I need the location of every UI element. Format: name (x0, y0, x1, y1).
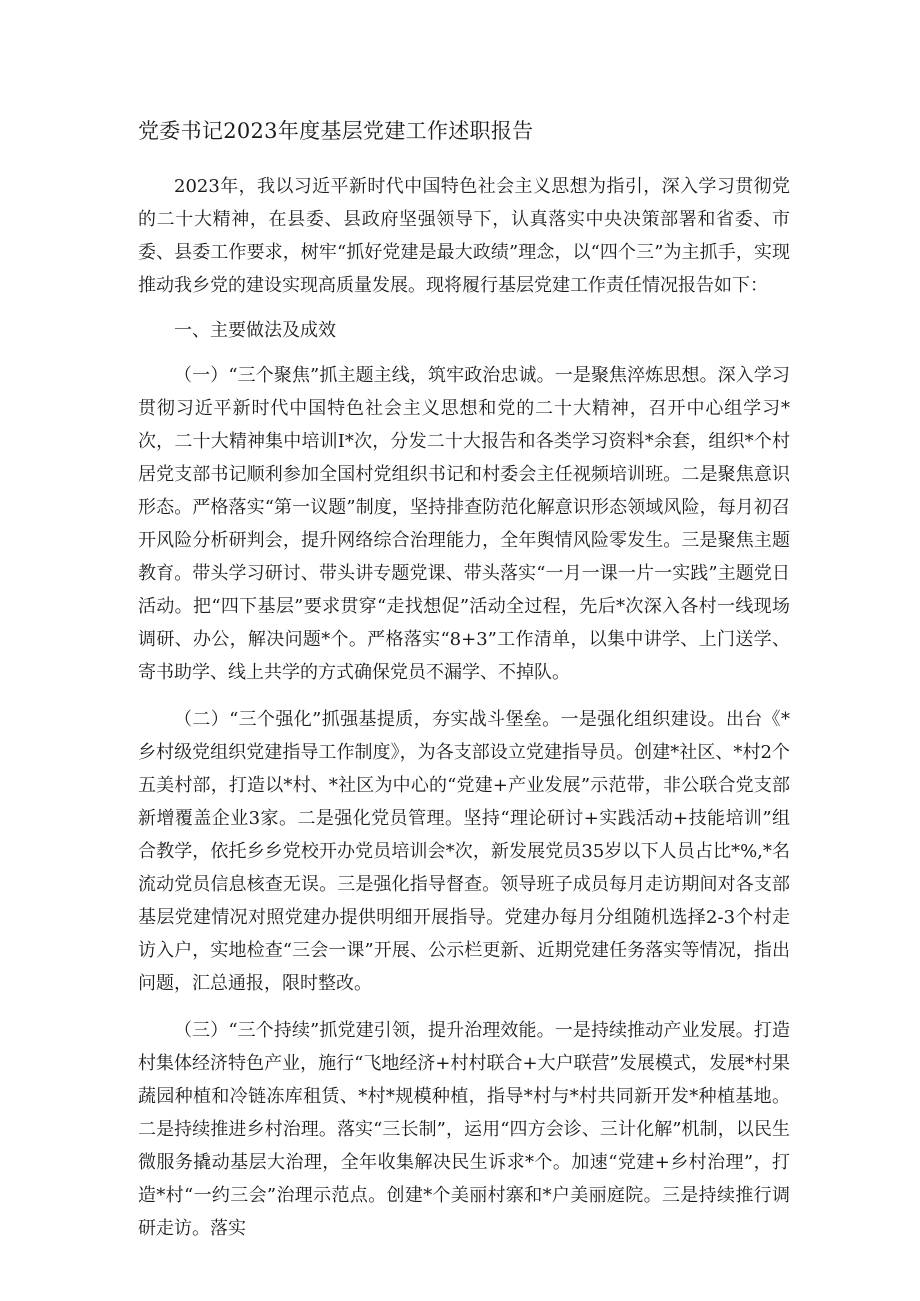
section-heading: 一、主要做法及成效 (174, 320, 336, 341)
document-title: 党委书记2023年度基层党建工作述职报告 (138, 119, 534, 143)
document-body (138, 170, 790, 1245)
section-paragraph-2: （二）“三个强化”抓强基提质，夯实战斗堡垒。一是强化组织建设。出台《*乡村级党组织党建指导工作制度》，为各支部设立党建指导员。创建*社区、*村2个五美村部，打造以*村、*社区为中心的“党建+产业发展”示范带，非公联合党支部新增覆盖企业3家。二是强化党员管理。坚持“理论研讨+实践活动+技能培训”组合教学，依托乡乡党校开办党员培训会*次，新发展党员35岁以下人员占比*%,*名流动党员信息核查无误。三是强化指导督查。领导班子成员每月走访期间对各支部基层党建情况对照党建办提供明细开展指导。党建办每月分组随机选择2-3个村走访入户，实地检查“三会一课”开展、公示栏更新、近期党建任务落实等情况，指出问题，汇总通报，限时整改。 (138, 709, 790, 994)
intro-paragraph: 2023年，我以习近平新时代中国特色社会主义思想为指引，深入学习贯彻党的二十大精神，在县委、县政府坚强领导下，认真落实中央决策部署和省委、市委、县委工作要求，树牢“抓好党建是最大政绩”理念，以“四个三”为主抓手，实现推动我乡党的建设实现高质量发展。现将履行基层党建工作责任情况报告如下： (138, 176, 790, 296)
section-paragraph-1: （一）“三个聚焦”抓主题主线，筑牢政治忠诚。一是聚焦淬炼思想。深入学习贯彻习近平新时代中国特色社会主义思想和党的二十大精神，召开中心组学习*次，二十大精神集中培训I*次，分发二十大报告和各类学习资料*余套，组织*个村居党支部书记顺利参加全国村党组织书记和村委会主任视频培训班。二是聚焦意识形态。严格落实“第一议题”制度，坚持排查防范化解意识形态领域风险，每月初召开风险分析研判会，提升网络综合治理能力，全年舆情风险零发生。三是聚焦主题教育。带头学习研讨、带头讲专题党课、带头落实“一月一课一片一实践”主题党日活动。把“四下基层”要求贯穿“走找想促”活动全过程，先后*次深入各村一线现场调研、办公，解决问题*个。严格落实“8+3”工作清单，以集中讲学、上门送学、寄书助学、线上共学的方式确保党员不漏学、不掉队。 (138, 365, 790, 683)
section-paragraph-3: （三）“三个持续”抓党建引领，提升治理效能。一是持续推动产业发展。打造村集体经济特色产业，施行“飞地经济+村村联合+大户联营”发展模式，发展*村果蔬园种植和冷链冻库租赁、*村*规模种植，指导*村与*村共同新开发*种植基地。二是持续推进乡村治理。落实“三长制”，运用“四方会诊、三计化解”机制，以民生微服务撬动基层大治理，全年收集解决民生诉求*个。加速“党建+乡村治理”，打造*村“一约三会”治理示范点。创建*个美丽村寨和*户美丽庭院。三是持续推行调研走访。落实 (138, 1020, 790, 1239)
